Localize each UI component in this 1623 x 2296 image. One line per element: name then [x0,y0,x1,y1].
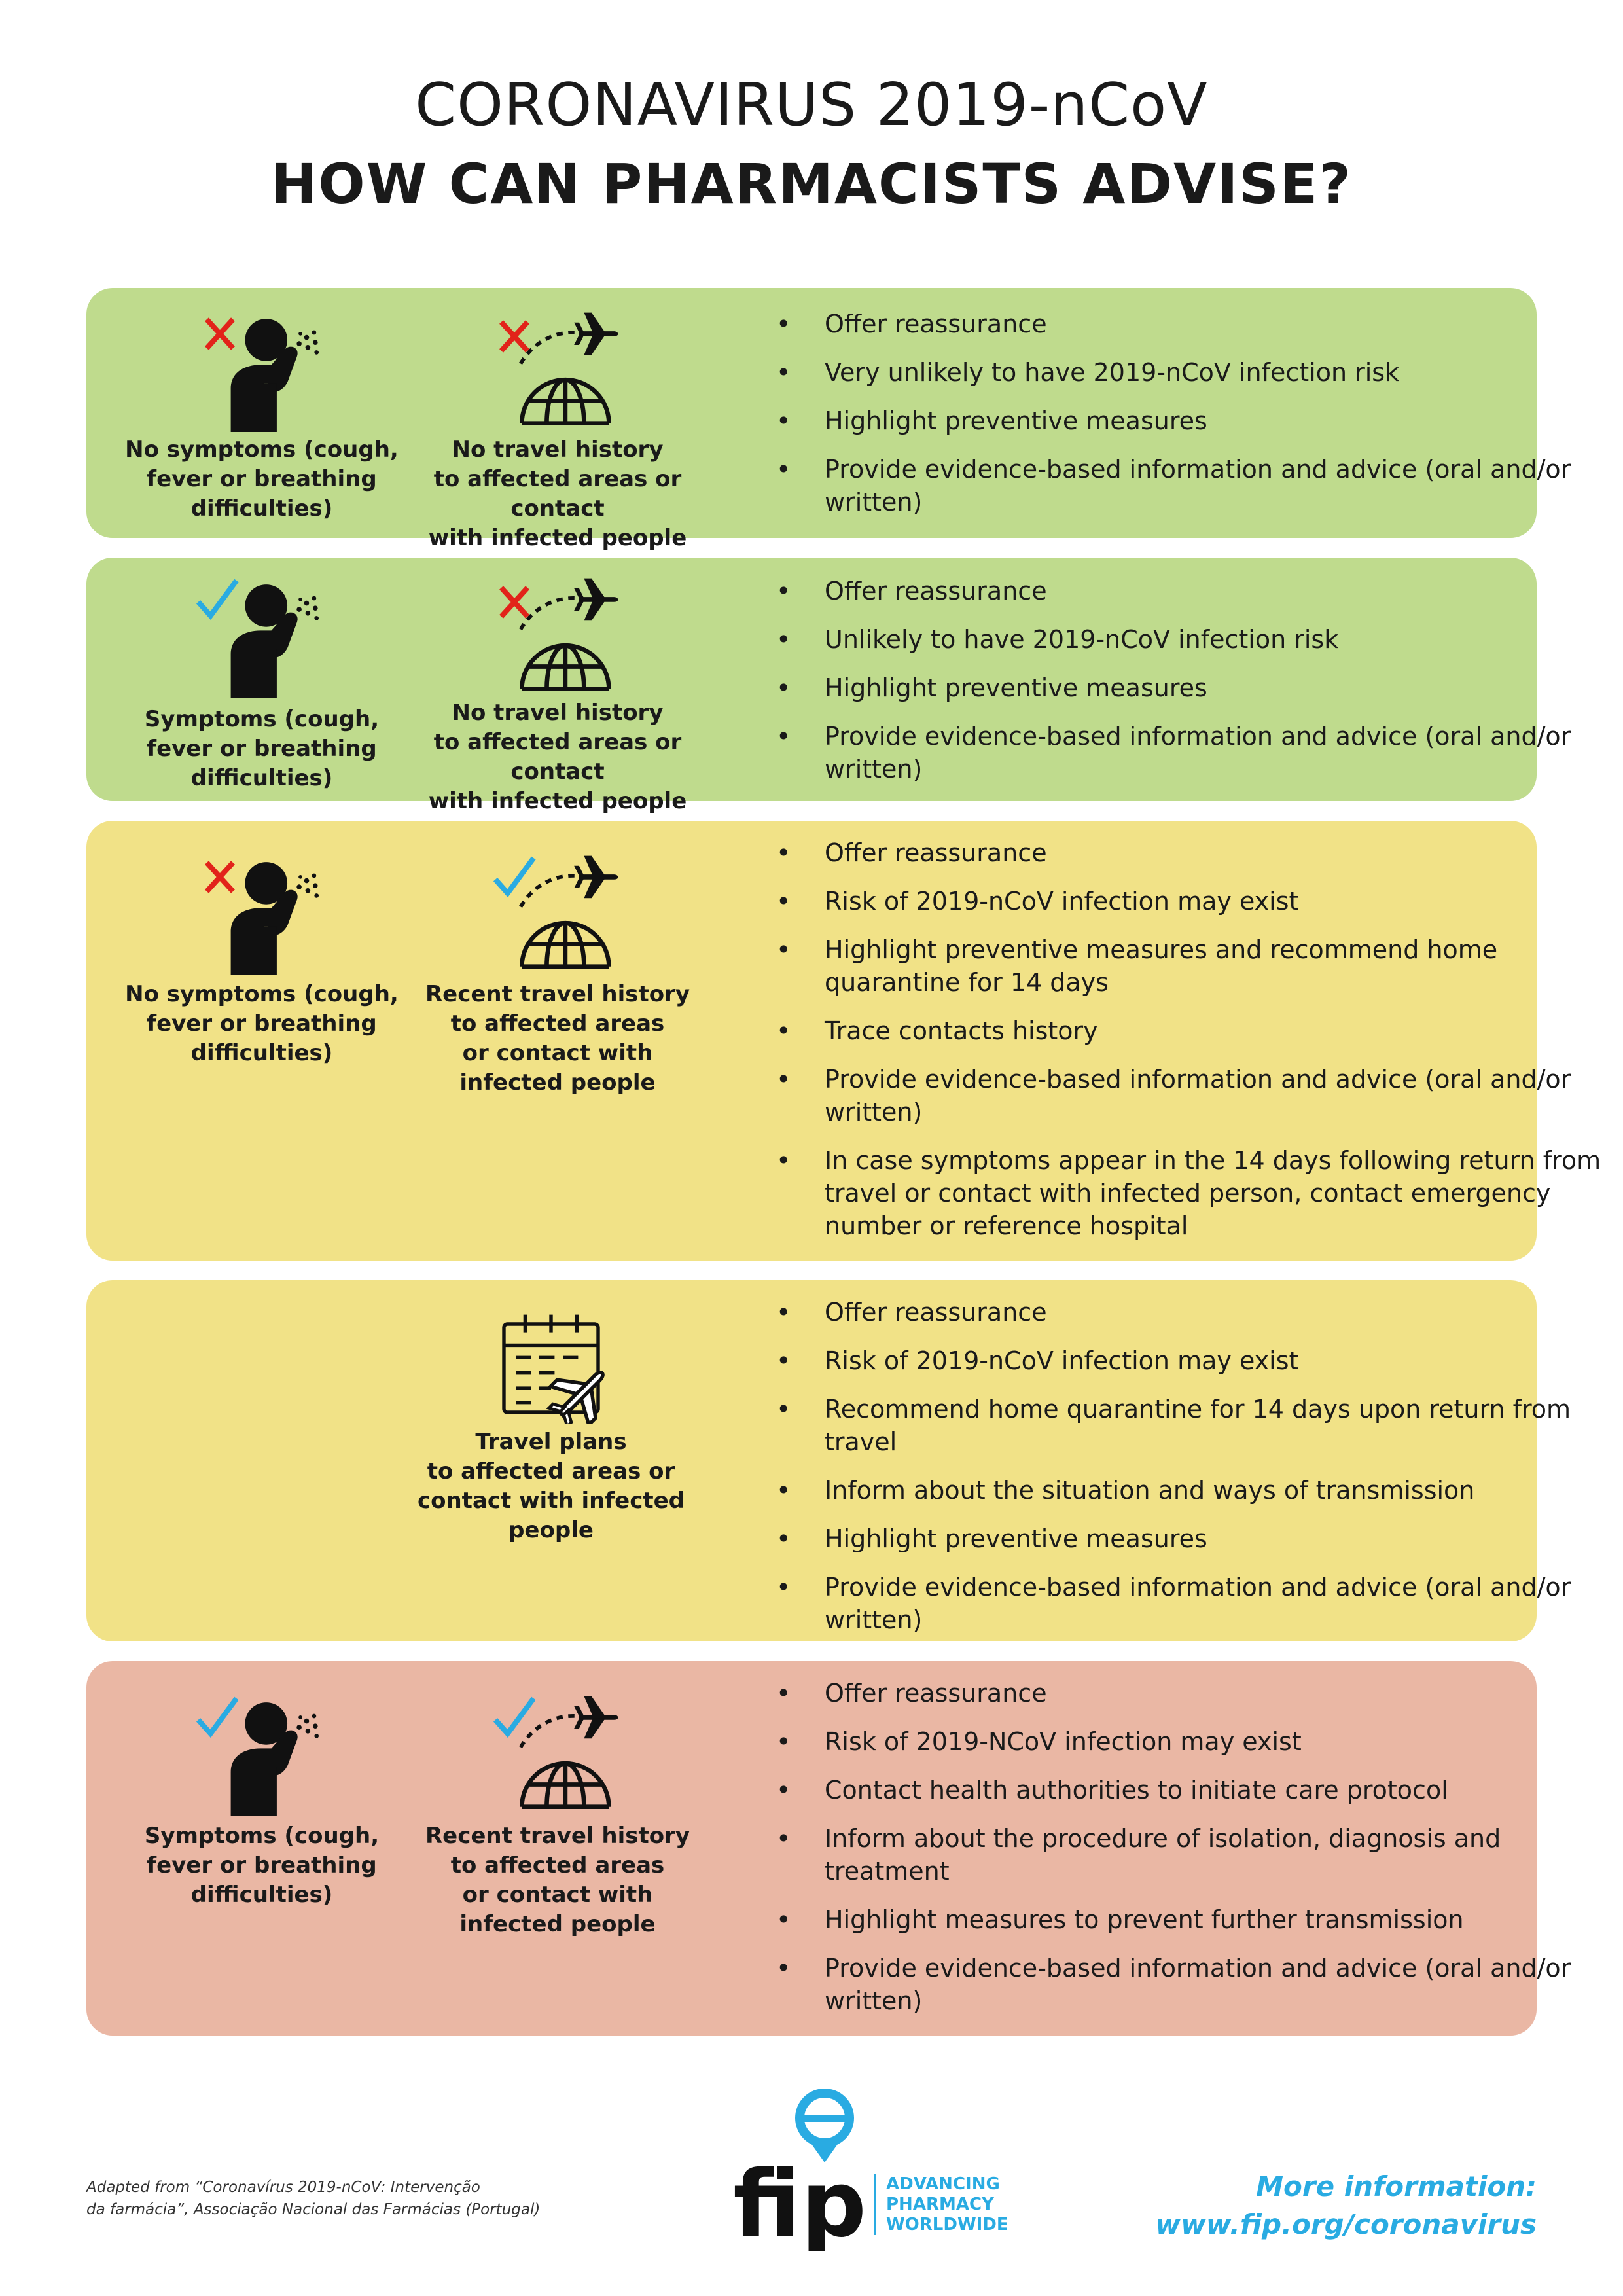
advice-item: • Provide evidence-based information and advice (oral and/or written) [772,1571,1610,1636]
travel-icon-group [473,308,643,432]
advice-item: • Recommend home quarantine for 14 days upon return from travel [772,1393,1610,1458]
travel-label: Recent travel history to affected areas or contact with infected people [425,1823,690,1937]
advice-item: • In case symptoms appear in the 14 days following return from travel or contact with infected person, contact emergency number or reference hospital [772,1144,1610,1242]
fip-logo-icon [726,2081,870,2251]
advice-list [772,1296,1610,1652]
advice-item: • Offer reassurance [772,1296,1610,1329]
symptom-label: Symptoms (cough, fever or breathing difficulties) [144,706,380,791]
more-info [1155,2168,1537,2244]
symptom-icon-group [171,308,342,432]
advice-item: • Provide evidence-based information and advice (oral and/or written) [772,720,1610,785]
advice-item: • Highlight preventive measures [772,1522,1610,1555]
cross-mark-icon [495,317,534,356]
advice-item: • Risk of 2019-NCoV infection may exist [772,1725,1610,1758]
scenario-card-1 [86,288,1571,551]
scenario-card-5 [86,1661,1571,2036]
check-mark-icon [194,576,240,622]
advice-list [772,1677,1610,2033]
cross-mark-icon [495,583,534,622]
advice-item: • Unlikely to have 2019-nCoV infection risk [772,623,1610,656]
travel-label: No travel history to affected areas or contact with infected people [428,700,687,814]
symptom-label: No symptoms (cough, fever or breathing difficulties) [125,437,399,522]
advice-item: • Provide evidence-based information and advice (oral and/or written) [772,1952,1610,2017]
page-title: CORONAVIRUS 2019-nCoV [415,71,1208,139]
more-info-label: More information: [1256,2170,1537,2202]
travel-icon-group [466,1306,636,1431]
symptom-icon-group [171,573,342,698]
travel-label: Travel plans to affected areas or contact with infected people [417,1429,685,1543]
advice-item: • Inform about the procedure of isolation, diagnosis and treatment [772,1822,1610,1888]
page-subtitle: HOW CAN PHARMACISTS ADVISE? [270,152,1352,216]
travel-label: No travel history to affected areas or contact with infected people [428,437,687,551]
calendar-plane-icon [492,1306,610,1424]
check-mark-icon [491,1694,537,1740]
advice-item: • Risk of 2019-nCoV infection may exist [772,1344,1610,1377]
advice-list [772,308,1610,534]
symptom-label: No symptoms (cough, fever or breathing difficulties) [125,981,399,1066]
advice-item: • Inform about the situation and ways of transmission [772,1474,1610,1507]
cross-mark-icon [200,314,240,353]
source-citation: Adapted from “Coronavírus 2019-nCoV: Intervenção da farmácia”, Associação Nacional das Farmácias (Portugal) [86,2179,541,2218]
advice-item: • Risk of 2019-nCoV infection may exist [772,885,1610,918]
travel-icon-group [473,851,643,975]
more-info-link[interactable]: www.fip.org/coronavirus [1155,2208,1537,2240]
symptom-icon-group [171,851,342,975]
advice-item: • Trace contacts history [772,1014,1610,1047]
fip-wordmark: fip [733,2151,866,2251]
symptom-icon-group [171,1691,342,1816]
check-mark-icon [194,1694,240,1740]
travel-label: Recent travel history to affected areas or contact with infected people [425,981,690,1096]
symptom-label: Symptoms (cough, fever or breathing difficulties) [144,1823,380,1908]
travel-icon-group [473,573,643,698]
advice-item: • Offer reassurance [772,1677,1610,1710]
advice-item: • Highlight preventive measures [772,404,1610,437]
advice-item: • Provide evidence-based information and advice (oral and/or written) [772,453,1610,518]
travel-icon-group [473,1691,643,1816]
check-mark-icon [491,853,537,899]
advice-list [772,836,1610,1258]
scenario-card-3 [86,821,1601,1261]
scenario-card-2 [86,558,1571,814]
advice-item: • Highlight preventive measures and recommend home quarantine for 14 days [772,933,1610,999]
advice-item: • Very unlikely to have 2019-nCoV infection risk [772,356,1610,389]
advice-item: • Offer reassurance [772,836,1610,869]
fip-logo [726,2081,870,2254]
advice-item: • Contact health authorities to initiate care protocol [772,1774,1610,1806]
advice-item: • Highlight preventive measures [772,672,1610,704]
advice-list [772,575,1610,801]
advice-item: • Provide evidence-based information and advice (oral and/or written) [772,1063,1610,1128]
fip-tagline: ADVANCING PHARMACY WORLDWIDE [874,2174,1008,2235]
advice-item: • Offer reassurance [772,575,1610,607]
advice-item: • Offer reassurance [772,308,1610,340]
advice-item: • Highlight measures to prevent further transmission [772,1903,1610,1936]
scenario-card-4 [86,1280,1571,1641]
cross-mark-icon [200,857,240,897]
